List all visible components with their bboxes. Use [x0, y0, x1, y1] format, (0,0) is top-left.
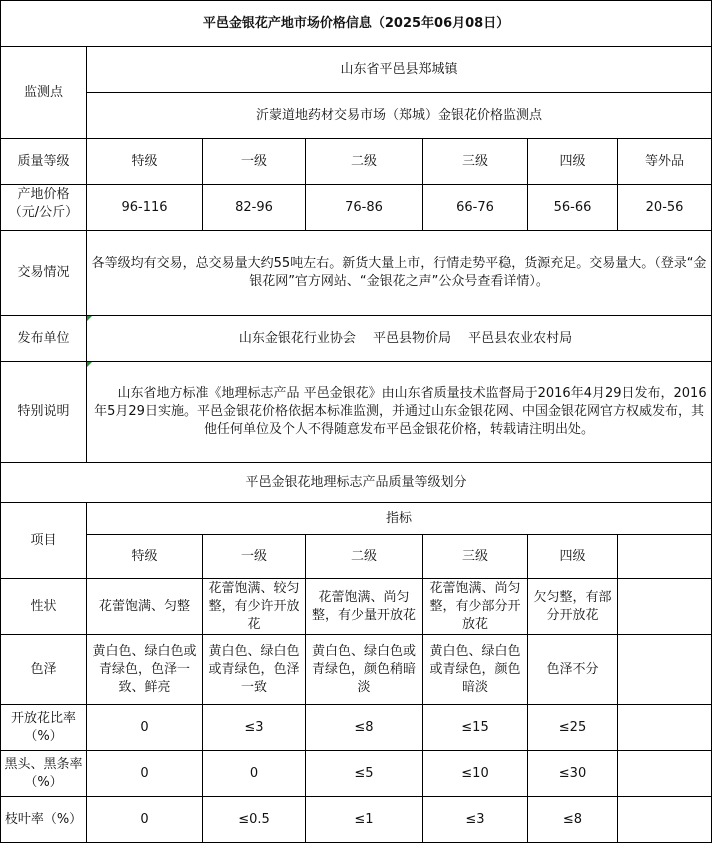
color-cell: 黄白色、绿白色或青绿色，色泽一致、鲜亮 [87, 635, 203, 705]
shape-cell: 花蕾饱满、尚匀整，有少量开放花 [306, 579, 423, 635]
grade-cell: 四级 [528, 139, 618, 185]
grade-cell: 三级 [423, 139, 528, 185]
page-title: 平邑金银花产地市场价格信息（2025年06月08日） [1, 1, 712, 47]
publisher-text: 山东金银花行业协会 平邑县物价局 平邑县农业农村局 [87, 316, 712, 362]
trading-text: 各等级均有交易，总交易量大约55吨左右。新货大量上市，行情走势平稳，货源充足。交易量大。（登录“金银花网”官方网站、“金银花之声”公众号查看详情）。 [87, 231, 712, 316]
grade-row [1, 139, 712, 185]
standard-grade-cell: 二级 [306, 535, 423, 579]
grade-cell: 等外品 [618, 139, 712, 185]
grade-cell: 二级 [306, 139, 423, 185]
black-rate-cell: ≤30 [528, 751, 618, 797]
open-rate-row [1, 705, 712, 751]
grade-cell: 特级 [87, 139, 203, 185]
monitor-row-1 [1, 47, 712, 93]
shape-cell [618, 579, 712, 635]
leaf-rate-cell: ≤3 [423, 797, 528, 843]
row-label: 开放花比率（%） [1, 705, 87, 751]
shape-cell: 欠匀整，有部分开放花 [528, 579, 618, 635]
price-cell: 20-56 [618, 185, 712, 231]
shape-cell: 花蕾饱满、较匀整，有少许开放花 [203, 579, 306, 635]
price-label-text: 产地价格（元/公斤） [8, 186, 79, 220]
leaf-rate-cell: ≤1 [306, 797, 423, 843]
shape-row [1, 579, 712, 635]
black-rate-cell: 0 [87, 751, 203, 797]
leaf-rate-cell: ≤0.5 [203, 797, 306, 843]
standard-title-row [1, 463, 712, 503]
price-cell: 56-66 [528, 185, 618, 231]
standard-grade-cell: 一级 [203, 535, 306, 579]
leaf-rate-row [1, 797, 712, 843]
row-label: 枝叶率（%） [1, 797, 87, 843]
leaf-rate-cell: 0 [87, 797, 203, 843]
leaf-rate-cell: ≤8 [528, 797, 618, 843]
black-rate-cell: ≤10 [423, 751, 528, 797]
row-label: 色泽 [1, 635, 87, 705]
publisher-row [1, 316, 712, 362]
color-cell: 黄白色、绿白色或青绿色，颜色稍暗淡 [306, 635, 423, 705]
note-label: 特别说明 [1, 362, 87, 463]
price-row [1, 185, 712, 231]
trading-label: 交易情况 [1, 231, 87, 316]
open-rate-cell [618, 705, 712, 751]
standard-grade-cell: 三级 [423, 535, 528, 579]
trading-row [1, 231, 712, 316]
standard-grade-row [1, 535, 712, 579]
open-rate-cell: ≤15 [423, 705, 528, 751]
monitor-location: 山东省平邑县郑城镇 [87, 47, 712, 93]
row-label: 性状 [1, 579, 87, 635]
row-label: 黑头、黑条率（%） [1, 751, 87, 797]
open-rate-cell: 0 [87, 705, 203, 751]
black-rate-cell: 0 [203, 751, 306, 797]
monitor-row-2 [1, 93, 712, 139]
open-rate-cell: ≤3 [203, 705, 306, 751]
monitor-site: 沂蒙道地药材交易市场（郑城）金银花价格监测点 [87, 93, 712, 139]
standard-title: 平邑金银花地理标志产品质量等级划分 [1, 463, 712, 503]
shape-cell: 花蕾饱满、尚匀整，有少部分开放花 [423, 579, 528, 635]
color-row [1, 635, 712, 705]
color-cell: 黄白色、绿白色或青绿色，颜色暗淡 [423, 635, 528, 705]
black-rate-row [1, 751, 712, 797]
grade-label: 质量等级 [1, 139, 87, 185]
title-row [1, 1, 712, 47]
black-rate-cell [618, 751, 712, 797]
standard-grade-cell: 四级 [528, 535, 618, 579]
note-text: 山东省地方标准《地理标志产品 平邑金银花》由山东省质量技术监督局于2016年4月29日发布，2016年5月29日实施。平邑金银花价格依据本标准监测，并通过山东金银花网、中国金银花网官方权威发布，其他任何单位及个人不得随意发布平邑金银花价格，转载请注明出处。 [87, 362, 712, 463]
open-rate-cell: ≤25 [528, 705, 618, 751]
price-cell: 96-116 [87, 185, 203, 231]
color-cell: 色泽不分 [528, 635, 618, 705]
price-label [1, 185, 87, 231]
index-row [1, 503, 712, 535]
monitor-label: 监测点 [1, 47, 87, 139]
leaf-rate-cell [618, 797, 712, 843]
note-row [1, 362, 712, 463]
item-label: 项目 [1, 503, 87, 579]
index-label: 指标 [87, 503, 712, 535]
shape-cell: 花蕾饱满、匀整 [87, 579, 203, 635]
publisher-label: 发布单位 [1, 316, 87, 362]
standard-grade-cell [618, 535, 712, 579]
standard-grade-cell: 特级 [87, 535, 203, 579]
color-cell: 黄白色、绿白色或青绿色，色泽一致 [203, 635, 306, 705]
price-cell: 82-96 [203, 185, 306, 231]
open-rate-cell: ≤8 [306, 705, 423, 751]
black-rate-cell: ≤5 [306, 751, 423, 797]
price-cell: 76-86 [306, 185, 423, 231]
grade-cell: 一级 [203, 139, 306, 185]
color-cell [618, 635, 712, 705]
price-cell: 66-76 [423, 185, 528, 231]
